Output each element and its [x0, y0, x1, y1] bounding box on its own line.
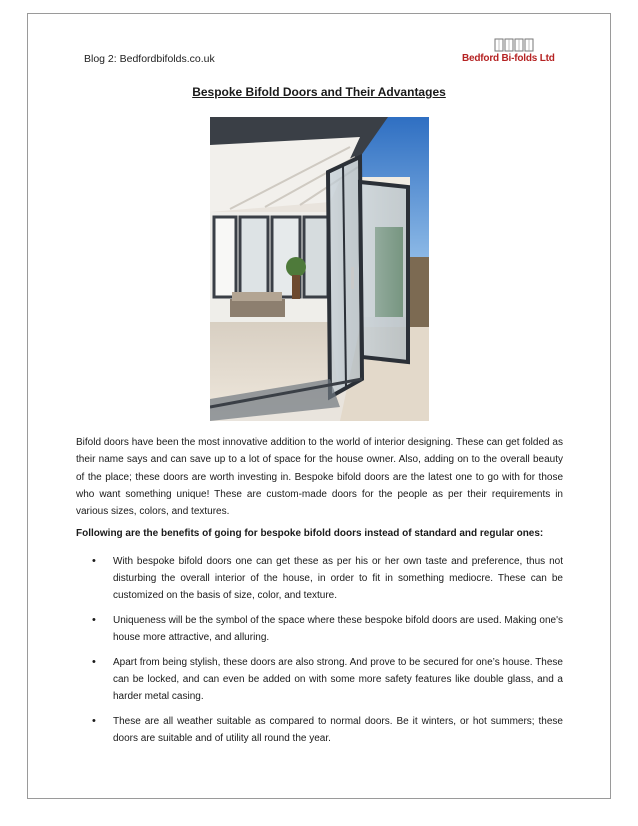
- bullet-icon: •: [92, 614, 96, 626]
- list-item: [92, 713, 563, 747]
- bullet-icon: •: [92, 715, 96, 727]
- list-item: [92, 654, 563, 705]
- benefit-text: With bespoke bifold doors one can get these as per his or her own taste and preference, thus not disturbing the overall interior of the house, in order to fit in something mediocre. These can be customized on the basis of size, color, and texture.: [113, 556, 563, 601]
- logo-text: Bedford Bi-folds Ltd: [462, 53, 555, 64]
- window-frames-icon: [494, 38, 534, 52]
- benefit-text: These are all weather suitable as compared to normal doors. Be it winters, or hot summers; these doors are suitable and of utility all round the year.: [113, 716, 563, 744]
- list-item: [92, 553, 563, 604]
- benefit-text: Uniqueness will be the symbol of the space where these bespoke bifold doors are used. Making one's house more attractive, and alluring.: [113, 615, 563, 643]
- blog-label: Blog 2: Bedfordbifolds.co.uk: [84, 53, 215, 65]
- list-item: [92, 612, 563, 646]
- intro-paragraph: Bifold doors have been the most innovative addition to the world of interior designing. These can get folded as their name says and can save up to a lot of space for the house owner. Also, adding on to the overall beauty of the place; these doors are worth investing in. Bespoke bifold doors are the latest one to go with for those who want something unique! These are custom-made doors for the people as per their requirements in various sizes, colors, and textures.: [76, 437, 563, 518]
- bifold-door-photo: [210, 117, 429, 421]
- article-title: Bespoke Bifold Doors and Their Advantages: [192, 85, 446, 99]
- bullet-icon: •: [92, 656, 96, 668]
- benefits-lead: Following are the benefits of going for bespoke bifold doors instead of standard and regular ones:: [76, 528, 544, 539]
- benefit-text: Apart from being stylish, these doors are also strong. And prove to be secured for one’s house. These can be locked, and can even be added on with some more safety features like double glass, and a harder metal casing.: [113, 657, 563, 702]
- bullet-icon: •: [92, 555, 96, 567]
- company-logo: [460, 38, 568, 68]
